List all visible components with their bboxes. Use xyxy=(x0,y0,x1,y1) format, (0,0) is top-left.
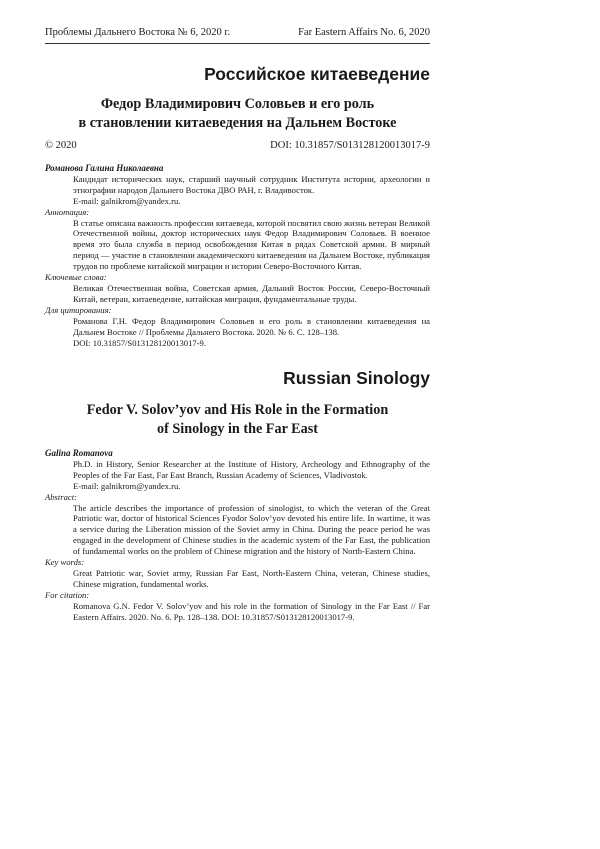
title-line-2: of Sinology in the Far East xyxy=(157,421,318,437)
en-metadata xyxy=(45,448,430,623)
copyright: © 2020 xyxy=(45,140,77,151)
citation-text: Romanova G.N. Fedor V. Solov’yov and his role in the formation of Sinology in the Far East // Far Eastern Affairs. 2020. No. 6. Pp. 128–138. DOI: 10.31857/S013128120013017-9. xyxy=(73,600,430,622)
affiliation-text: Кандидат исторических наук, старший научный сотрудник Института истории, археологии и этнографии народов Дальнего Востока ДВО РАН, г. Владивосток. xyxy=(73,173,430,195)
citation-doi: DOI: 10.31857/S013128120013017-9. xyxy=(73,337,206,348)
running-header xyxy=(45,27,430,43)
abstract-en xyxy=(73,503,430,558)
keywords-label-ru: Ключевые слова: xyxy=(45,272,107,283)
header-journal-en: Far Eastern Affairs No. 6, 2020 xyxy=(298,27,430,38)
citation-en xyxy=(73,601,430,623)
abstract-text: В статье описана важность профессии китаеведа, которой посвятил свою жизнь ветеран Великой Отечественной войны, доктор исторических наук Федор Владимирович Соловьев. В военное время это была служба в период освобождения Китая в рядах Советской армии. В мирный период — участие в становлении академического китаеведения на Дальнем Востоке, публикация трудов по проблеме китайской миграции и истории Северо-Восточного Китая. xyxy=(73,217,430,272)
doi: DOI: 10.31857/S013128120013017-9 xyxy=(270,140,430,151)
abstract-ru xyxy=(73,218,430,273)
citation-text: Романова Г.Н. Федор Владимирович Соловьев и его роль в становлении китаеведения на Дальнем Востоке // Проблемы Дальнего Востока. 2020. № 6. С. 128–138. xyxy=(73,315,430,337)
keywords-text: Great Patriotic war, Soviet army, Russian Far East, North-Eastern China, veteran, Chinese studies, Chinese migration, fundamental works. xyxy=(73,567,430,589)
keywords-label-en: Key words: xyxy=(45,557,85,568)
title-line-2: в становлении китаеведения на Дальнем Востоке xyxy=(78,115,397,131)
abstract-label-ru: Аннотация: xyxy=(45,206,90,217)
title-line-1: Fedor V. Solov’yov and His Role in the Formation xyxy=(86,402,389,418)
abstract-label-en: Abstract: xyxy=(45,491,77,502)
affiliation-text: Ph.D. in History, Senior Researcher at the Institute of History, Archeology and Ethnography of the Peoples of the Far East, Far East Branch, Russian Academy of Sciences, Vladivostok. xyxy=(73,458,430,480)
title-line-1: Федор Владимирович Соловьев и его роль xyxy=(100,96,375,112)
header-rule xyxy=(45,43,430,44)
author-affiliation-en xyxy=(73,459,430,492)
keywords-text: Великая Отечественная война, Советская армия, Дальний Восток России, Северо-Восточный Китай, ветеран, китаеведение, китайская миграция, фундаментальные труды. xyxy=(73,282,430,304)
keywords-ru xyxy=(73,283,430,305)
keywords-en xyxy=(73,568,430,590)
abstract-text: The article describes the importance of profession of sinologist, to which the veteran of the Great Patriotic war, doctor of historical Sciences Fyodor Solov’yov devoted his entire life. In wartime, it was a service during the Liberation mission of the Soviet army in China. During the peace period he was engaged in the development of Chinese studies in the academic system of the Far East, the publication of fundamental works on the problem of Chinese migration and the history of North-Eastern China. xyxy=(73,502,430,557)
ru-metadata xyxy=(45,163,430,348)
meta-line xyxy=(45,140,430,151)
article-title-ru xyxy=(45,95,430,133)
author-email: E-mail: galnikrom@yandex.ru. xyxy=(73,480,181,491)
author-affiliation-ru xyxy=(73,174,430,207)
citation-label-en: For citation: xyxy=(45,589,90,600)
header-journal-ru: Проблемы Дальнего Востока № 6, 2020 г. xyxy=(45,27,231,38)
section-heading-en: Russian Sinology xyxy=(283,368,430,388)
section-heading-ru: Российское китаеведение xyxy=(204,64,430,84)
author-name-ru: Романова Галина Николаевна xyxy=(45,163,164,173)
article-title-en xyxy=(45,401,430,439)
citation-ru xyxy=(73,316,430,349)
citation-label-ru: Для цитирования: xyxy=(45,304,112,315)
author-email: E-mail: galnikrom@yandex.ru. xyxy=(73,195,181,206)
author-name-en: Galina Romanova xyxy=(45,448,113,458)
